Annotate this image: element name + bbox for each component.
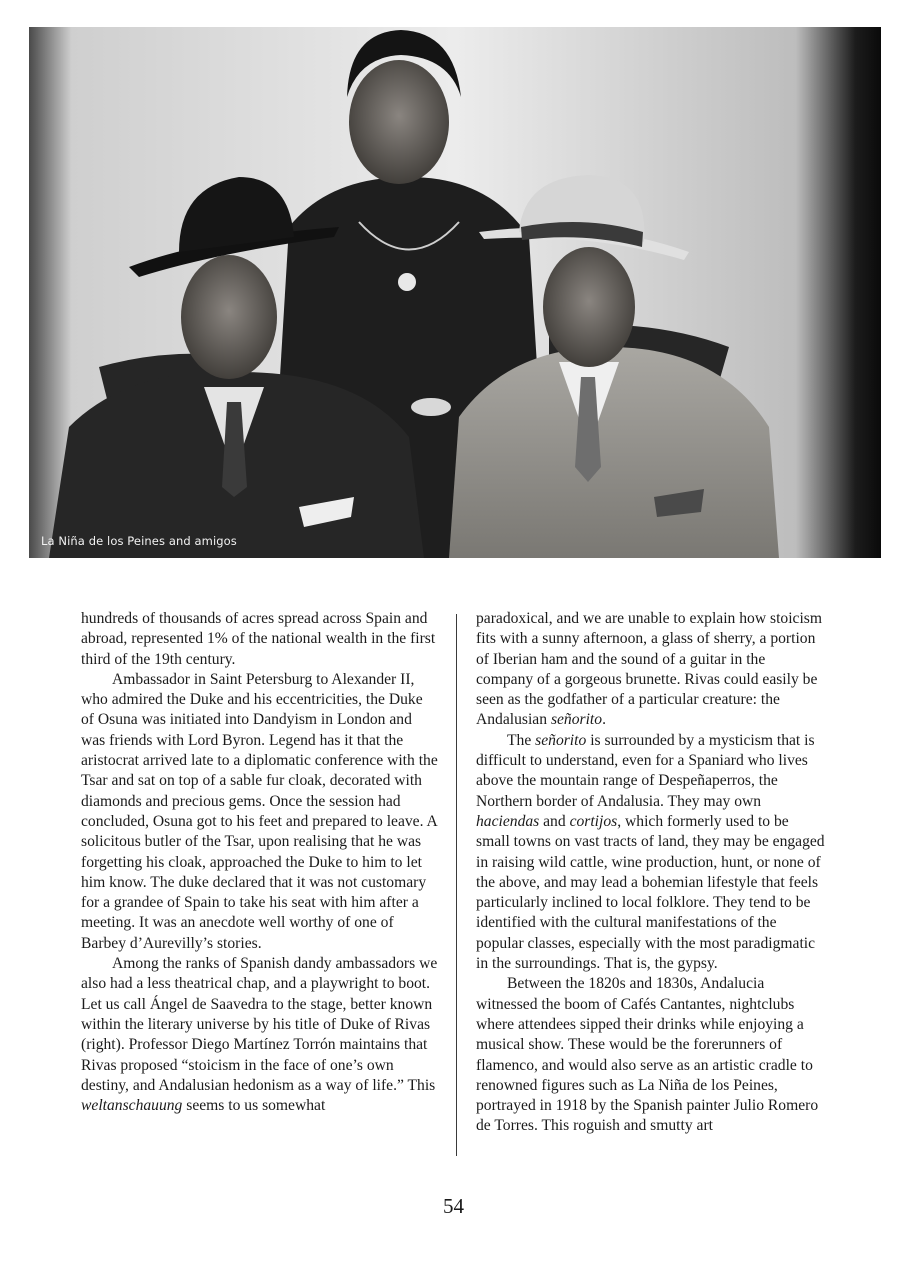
right-paragraph-2 xyxy=(476,731,826,975)
right-paragraph-3: Between the 1820s and 1830s, Andalucia witnessed the boom of Cafés Cantantes, nightclubs where attendees sipped their drinks while enjoying a musical show. These would be the forerunners of flamenco, and would also serve as an artistic cradle to renowned figures such as La Niña de los Peines, portrayed in 1918 by the Spanish painter Julio Romero de Torres. This roguish and smutty art xyxy=(476,975,819,1135)
right-p2-emphasis-1: señorito xyxy=(535,731,587,749)
vintage-photograph xyxy=(29,27,881,558)
right-p1-emphasis: señorito xyxy=(550,711,603,729)
right-p2-text-c: and xyxy=(543,812,566,830)
left-paragraph-1: hundreds of thousands of acres spread across Spain and abroad, represented 1% of the national wealth in the first third of the 19th century. xyxy=(81,610,436,668)
left-text-column xyxy=(81,609,439,1169)
column-divider xyxy=(456,614,457,1156)
photo-illustration xyxy=(29,27,881,558)
photo-caption: La Niña de los Peines and amigos xyxy=(41,534,237,548)
right-p1-text-a: paradoxical, and we are unable to explain how stoicism fits with a sunny afternoon, a glass of sherry, a portion of Iberian ham and the sound of a guitar in the company of a gorgeous brunette. Rivas could easily be seen as the godfather of a particular creature: the Andalusian xyxy=(476,610,822,729)
right-p2-emphasis-3: cortijos xyxy=(569,812,618,830)
right-p2-emphasis-2: haciendas xyxy=(476,812,540,830)
left-paragraph-3 xyxy=(81,954,439,1116)
left-p3-emphasis: weltanschauung xyxy=(81,1097,183,1115)
page-number: 54 xyxy=(443,1194,464,1218)
left-paragraph-2: Ambassador in Saint Petersburg to Alexander II, who admired the Duke and his eccentricities, the Duke of Osuna was initiated into Dandyism in London and was friends with Lord Byron. Legend has it that the aristocrat arrived late to a diplomatic conference with the Tsar and sat on top of a sable fur cloak, decorated with diamonds and precious gems. Once the session had concluded, Osuna got to his feet and prepared to leave. A solicitous butler of the Tsar, upon realising that he was forgetting his cloak, approached the Duke to him to let him know. The duke declared that it was not customary for a grandee of Spain to take his seat with him after a meeting. It was an anecdote well worthy of one of Barbey d’Aurevilly’s stories. xyxy=(81,670,438,952)
right-text-column xyxy=(476,609,826,1169)
left-p3-text-b: seems to us somewhat xyxy=(186,1097,326,1115)
right-p2-text-d: , which formerly used to be small towns on vast tracts of land, they may be engaged in raising wild cattle, wine production, hunt, or none of the above, and may lead a bohemian lifestyle that feels particularly inclined to local folklore. They tend to be identified with the cultural manifestations of the popular classes, especially with the most paradigmatic in the surroundings. That is, the gypsy. xyxy=(476,812,825,973)
right-p2-text-b: is surrounded by a mysticism that is difficult to understand, even for a Spaniard who lives above the mountain range of Despeñaperros, the Northern border of Andalusia. They may own xyxy=(476,731,815,810)
right-p1-text-b: . xyxy=(602,711,606,729)
right-p2-text-a: The xyxy=(507,731,532,749)
left-p3-text-a: Among the ranks of Spanish dandy ambassadors we also had a less theatrical chap, and a playwright to boot. Let us call Ángel de Saavedra to the stage, better known within the literary universe by his title of Duke of Rivas (right). Professor Diego Martínez Torrón maintains that Rivas proposed “stoicism in the face of one’s own destiny, and Andalusian hedonism as a way of life.” This xyxy=(81,955,438,1094)
right-paragraph-1 xyxy=(476,609,826,731)
